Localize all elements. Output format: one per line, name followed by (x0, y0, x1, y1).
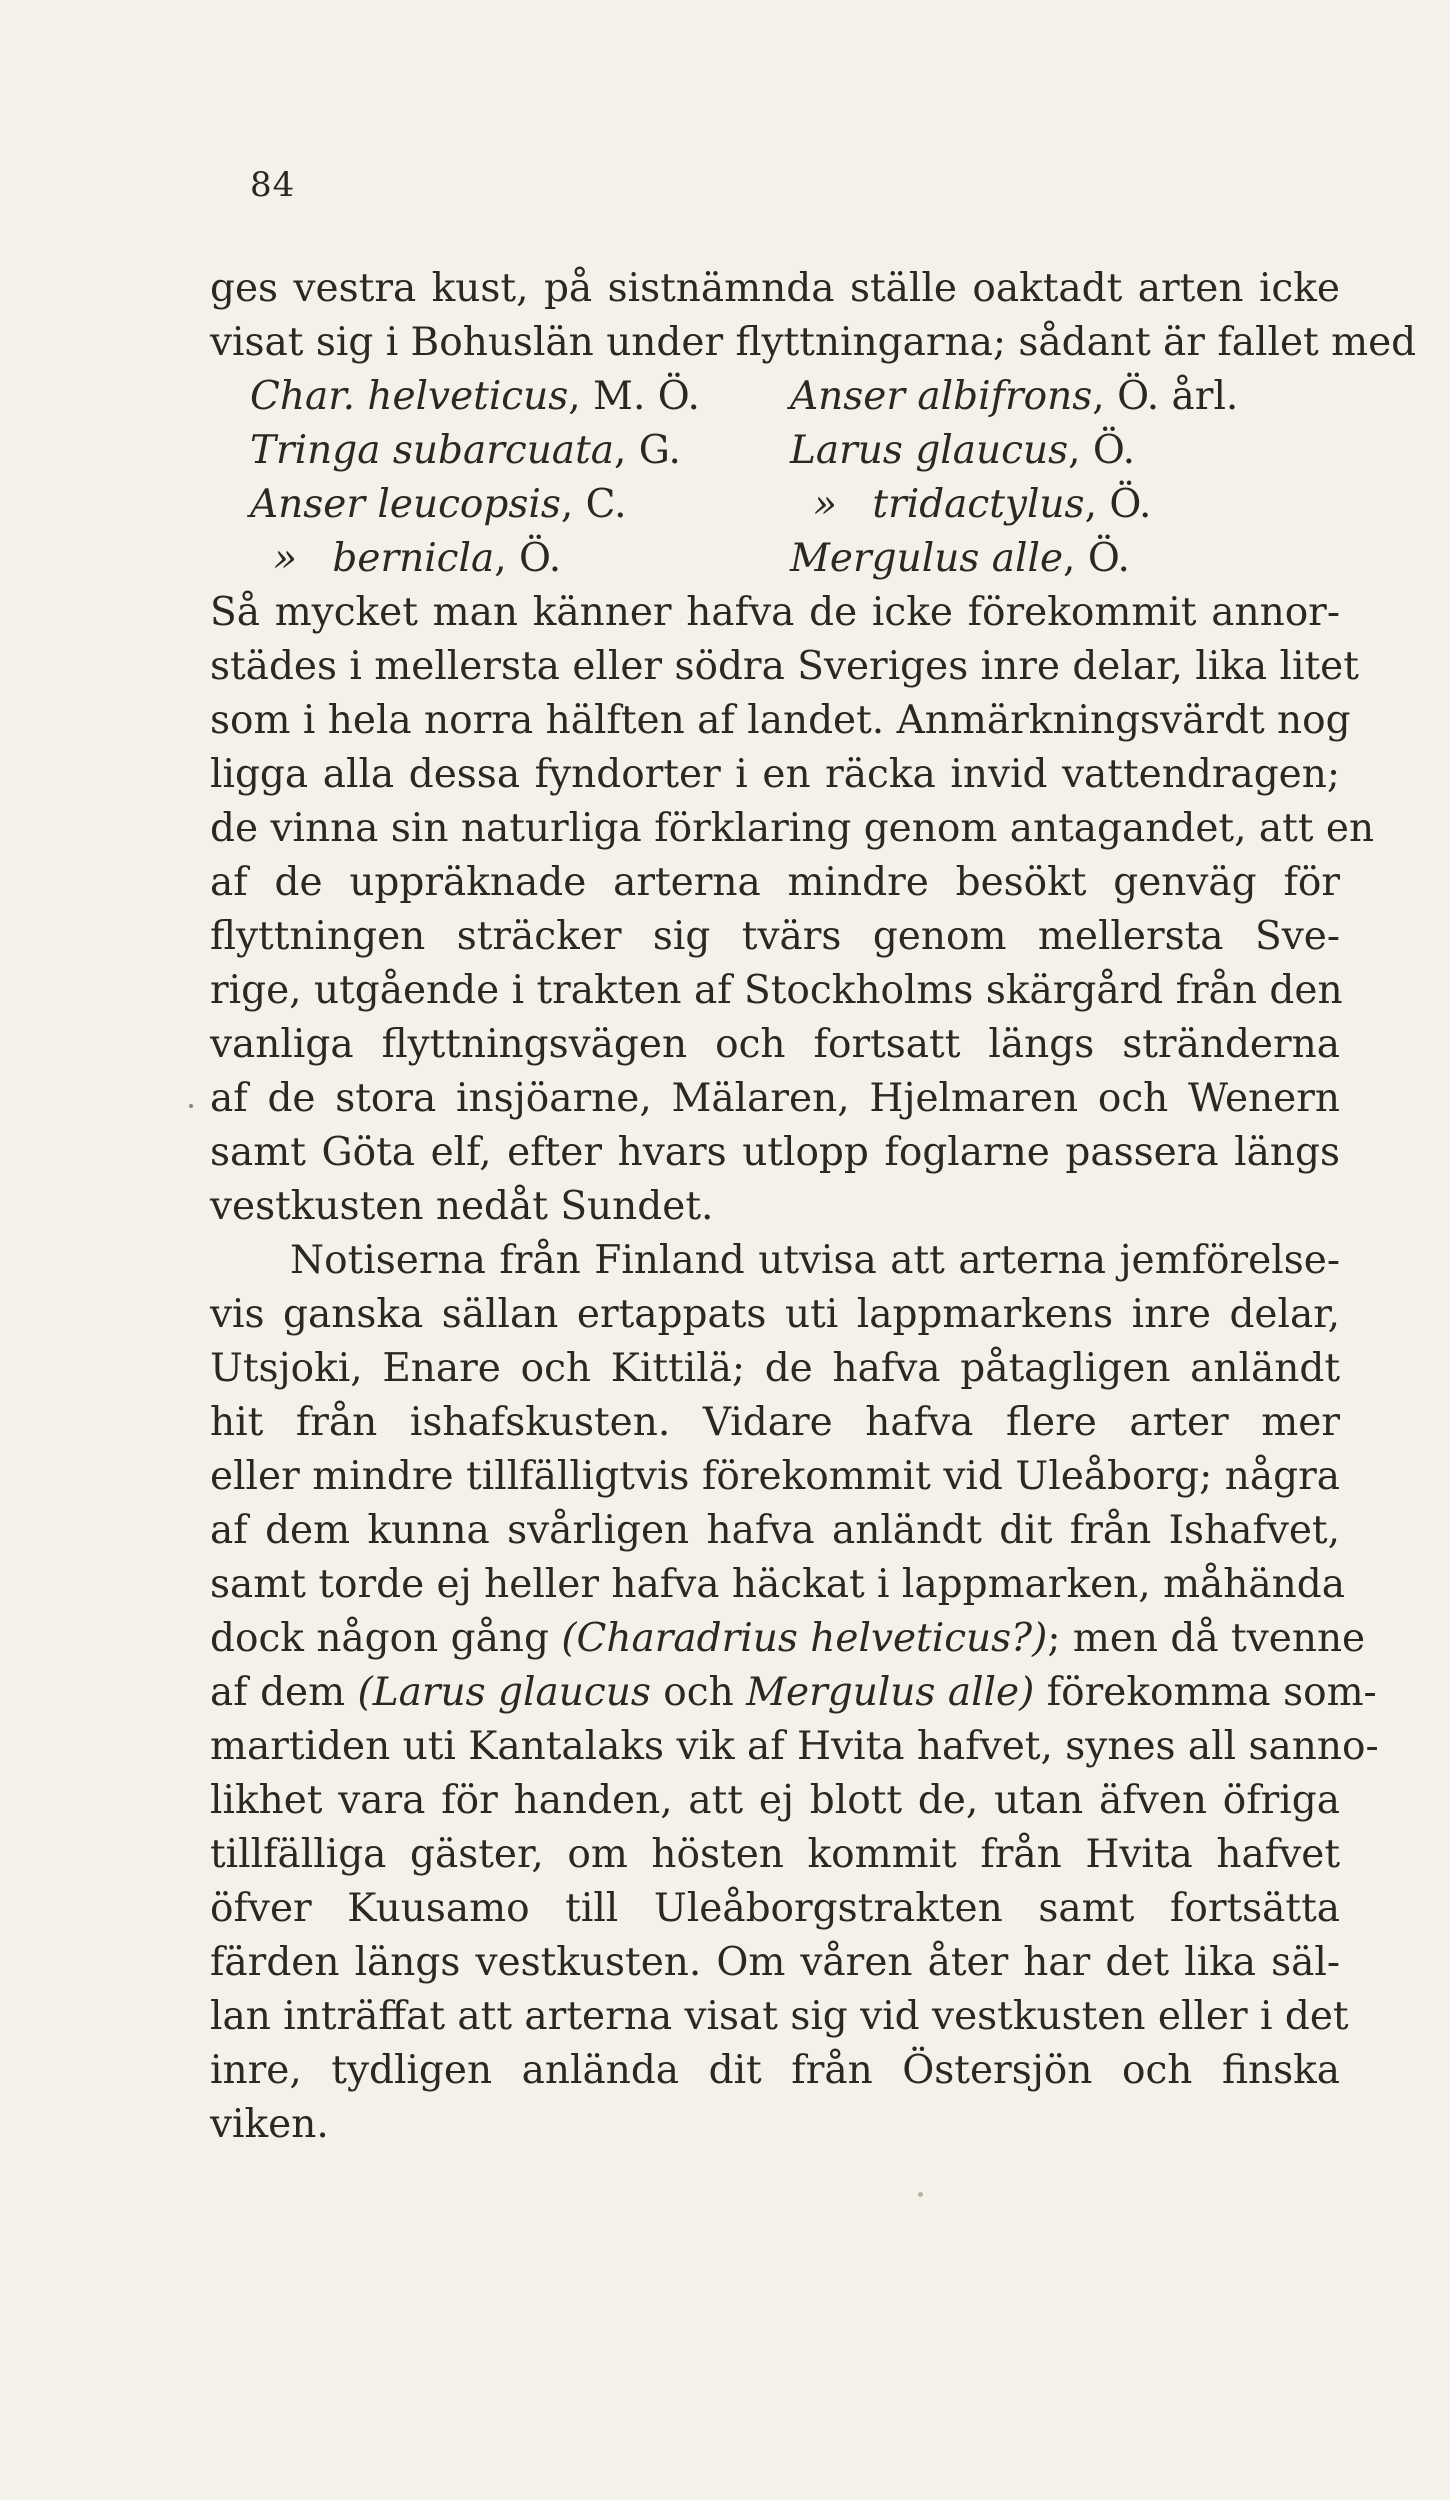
text-line (210, 1612, 1366, 1666)
text-run: af dem (210, 1670, 358, 1715)
text-line: af dem kunna svårligen hafva anländt dit från Ishafvet, (210, 1508, 1340, 1553)
text-line: Så mycket man känner hafva de icke förekommit annor- (210, 590, 1340, 635)
species-citation: Mergulus alle) (746, 1670, 1035, 1715)
ditto-mark: » (273, 536, 297, 581)
species-entry (250, 532, 561, 586)
text-line: viken. (210, 2102, 329, 2147)
text-line: ligga alla dessa fyndorter i en räcka invid vattendragen; (210, 752, 1340, 797)
text-line: vis ganska sällan ertappats uti lappmarkens inre delar, (210, 1292, 1340, 1337)
text-line: Utsjoki, Enare och Kittilä; de hafva påtagligen anländt (210, 1346, 1340, 1391)
ditto-mark: » (813, 482, 837, 527)
species-entry (790, 532, 1130, 586)
species-locality: , Ö. (1063, 536, 1130, 581)
text-line: af de uppräknade arterna mindre besökt genväg för (210, 860, 1340, 905)
text-line: likhet vara för handen, att ej blott de, utan äfven öfriga (210, 1778, 1340, 1823)
species-locality: , Ö. (1084, 482, 1152, 527)
text-line: vanliga flyttningsvägen och fortsatt längs stränderna (210, 1022, 1340, 1067)
species-entry (790, 478, 1151, 532)
text-line: städes i mellersta eller södra Sveriges inre delar, lika litet (210, 644, 1359, 689)
text-line: af de stora insjöarne, Mälaren, Hjelmaren och Wenern (210, 1076, 1340, 1121)
text-run: dock någon gång (210, 1616, 562, 1661)
species-row (210, 370, 1340, 424)
text-line: visat sig i Bohuslän under flyttningarna; sådant är fallet med (210, 320, 1417, 365)
species-name: Tringa subarcuata (250, 428, 614, 473)
text-line: ges vestra kust, på sistnämnda ställe oaktadt arten icke (210, 266, 1340, 311)
text-run: och (650, 1670, 747, 1715)
species-name: Mergulus alle (790, 536, 1064, 581)
text-line: lan inträffat att arterna visat sig vid vestkusten eller i det (210, 1994, 1349, 2039)
species-name: Anser leucopsis (250, 482, 561, 527)
text-run: ; men då tvenne (1047, 1616, 1366, 1661)
paragraph (210, 1234, 1379, 2152)
species-row (210, 532, 1340, 586)
species-entry (790, 370, 1238, 424)
text-line: tillfälliga gäster, om hösten kommit från Hvita hafvet (210, 1832, 1340, 1877)
page-number: 84 (250, 165, 296, 205)
species-locality: , G. (614, 428, 681, 473)
text-line: rige, utgående i trakten af Stockholms skärgård från den (210, 968, 1343, 1013)
text-line: martiden uti Kantalaks vik af Hvita hafvet, synes all sanno- (210, 1724, 1379, 1769)
species-entry (250, 370, 700, 424)
text-line: samt Göta elf, efter hvars utlopp foglarne passera längs (210, 1130, 1340, 1175)
text-line: de vinna sin naturliga förklaring genom antagandet, att en (210, 806, 1375, 851)
species-locality: , Ö. (494, 536, 562, 581)
body-text (210, 262, 1417, 2152)
species-name: bernicla (332, 536, 495, 581)
paragraph (210, 586, 1375, 1234)
text-line: inre, tydligen anlända dit från Östersjön och finska (210, 2048, 1340, 2093)
margin-speck (189, 1104, 193, 1108)
text-line: färden längs vestkusten. Om våren åter har det lika säl- (210, 1940, 1340, 1985)
text-line: som i hela norra hälften af landet. Anmärkningsvärdt nog (210, 698, 1351, 743)
text-line: Notiserna från Finland utvisa att arterna jemförelse- (290, 1238, 1340, 1283)
text-line: samt torde ej heller hafva häckat i lappmarken, måhända (210, 1562, 1345, 1607)
text-run: förekomma som- (1034, 1670, 1377, 1715)
species-locality: , M. Ö. (568, 374, 700, 419)
species-citation: (Charadrius helveticus?) (561, 1616, 1048, 1661)
species-entry (250, 424, 681, 478)
species-locality: , Ö. årl. (1092, 374, 1239, 419)
species-list (210, 370, 1340, 586)
species-entry (250, 478, 627, 532)
species-name: Anser albifrons (790, 374, 1093, 419)
species-name: tridactylus (872, 482, 1085, 527)
species-name: Char. helveticus (250, 374, 569, 419)
species-locality: , C. (560, 482, 627, 527)
text-line: hit från ishafskusten. Vidare hafva flere arter mer (210, 1400, 1340, 1445)
species-row (210, 478, 1340, 532)
text-line: vestkusten nedåt Sundet. (210, 1184, 714, 1229)
text-line (210, 1666, 1377, 1720)
text-line: flyttningen sträcker sig tvärs genom mellersta Sve- (210, 914, 1340, 959)
paper-speck (918, 2192, 923, 2197)
species-entry (790, 424, 1135, 478)
text-line: eller mindre tillfälligtvis förekommit vid Uleåborg; några (210, 1454, 1340, 1499)
species-citation: (Larus glaucus (357, 1670, 651, 1715)
text-line: öfver Kuusamo till Uleåborgstrakten samt fortsätta (210, 1886, 1340, 1931)
species-locality: , Ö. (1068, 428, 1135, 473)
species-name: Larus glaucus (790, 428, 1069, 473)
species-row (210, 424, 1340, 478)
